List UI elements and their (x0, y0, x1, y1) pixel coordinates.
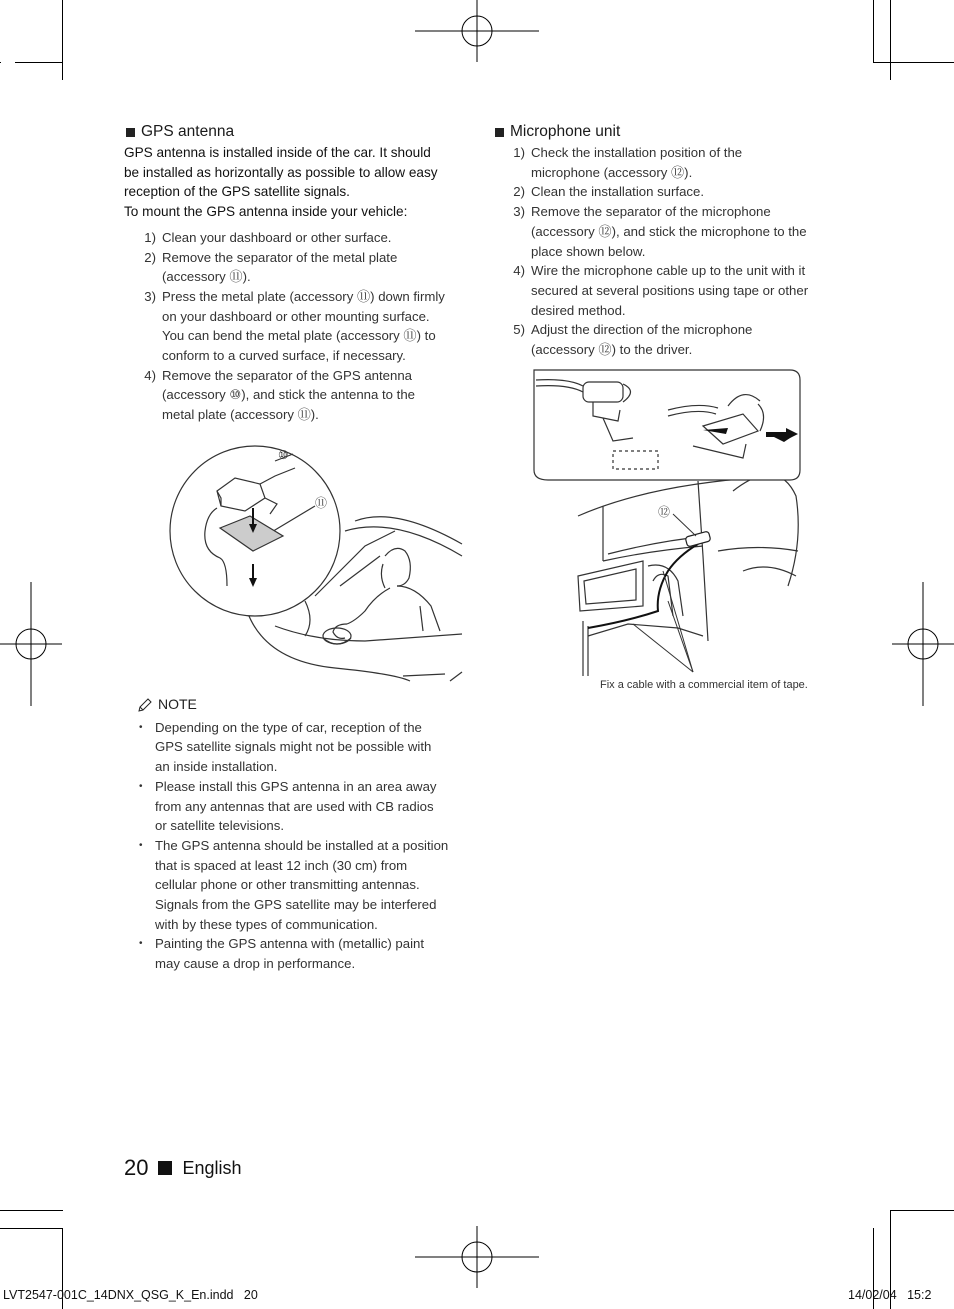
gps-intro: GPS antenna is installed inside of the car. It should be installed as horizontally as possible to allow easy reception of the GPS satellite signals. To mount the GPS antenna inside your vehicle: (124, 145, 438, 220)
list-item: 3) Remove the separator of the microphone (accessory ⑫), and stick the microphone to the place shown below. (513, 204, 807, 259)
registration-mark-left (0, 582, 62, 706)
gps-heading: GPS antenna (124, 122, 469, 142)
note-list (137, 718, 467, 974)
list-item: 4) Remove the separator of the GPS antenna (accessory ⑩), and stick the antenna to the metal plate (accessory ⑪). (144, 367, 415, 423)
list-item: 1) Clean your dashboard or other surface. (144, 229, 392, 245)
mic-steps (493, 143, 838, 360)
list-item: 3) Press the metal plate (accessory ⑪) down firmly on your dashboard or other mounting surface. You can bend the metal plate (accessory ⑪) to conform to a curved surface, if necessary. (144, 288, 445, 364)
list-item: 4) Wire the microphone cable up to the unit with it secured at several positions using tape or other desired method. (513, 263, 809, 318)
page-footer (124, 1155, 242, 1181)
list-item: • Painting the GPS antenna with (metallic) paint may cause a drop in performance. (137, 934, 467, 973)
slug-filename: LVT2547-001C_14DNX_QSG_K_En.indd 20 (3, 1288, 258, 1302)
section-square-icon (124, 128, 135, 139)
microphone-illustration (528, 366, 838, 676)
gps-antenna-illustration (165, 436, 465, 686)
pencil-icon (137, 697, 153, 713)
page-number: 20 (124, 1155, 149, 1180)
page-language: English (182, 1157, 242, 1178)
registration-mark-right (892, 582, 954, 706)
footer-square-icon (158, 1161, 172, 1175)
gps-section (124, 122, 469, 425)
registration-mark-top (415, 0, 539, 62)
list-item: • Depending on the type of car, reception of the GPS satellite signals might not be possible with an inside installation. (137, 718, 467, 777)
mic-section (493, 122, 838, 360)
slug-date: 14/02/04 15:2 (848, 1288, 932, 1302)
note-heading: NOTE (137, 695, 467, 715)
callout-11: ⑪ (315, 496, 328, 510)
mic-heading: Microphone unit (493, 122, 838, 142)
list-item: 2) Remove the separator of the metal plate (accessory ⑪). (144, 249, 398, 285)
section-square-icon (493, 128, 504, 139)
list-item: • The GPS antenna should be installed at a position that is spaced at least 12 inch (30 cm) from cellular phone or other transmitting antennas. Signals from the GPS satellite may be interfered with by these types of communication. (137, 836, 467, 935)
callout-12: ⑫ (658, 505, 671, 519)
tape-caption: Fix a cable with a commercial item of tape. (600, 679, 808, 691)
list-item: 5) Adjust the direction of the microphone (accessory ⑫) to the driver. (513, 322, 753, 358)
list-item: • Please install this GPS antenna in an area away from any antennas that are used with CB radios or satellite televisions. (137, 777, 467, 836)
registration-mark-bottom (415, 1226, 539, 1288)
list-item: 1) Check the installation position of the microphone (accessory ⑫). (513, 145, 743, 180)
callout-10: ⑩ (278, 448, 289, 462)
list-item: 2) Clean the installation surface. (513, 184, 705, 200)
note-section (137, 695, 467, 974)
gps-steps (124, 228, 469, 425)
